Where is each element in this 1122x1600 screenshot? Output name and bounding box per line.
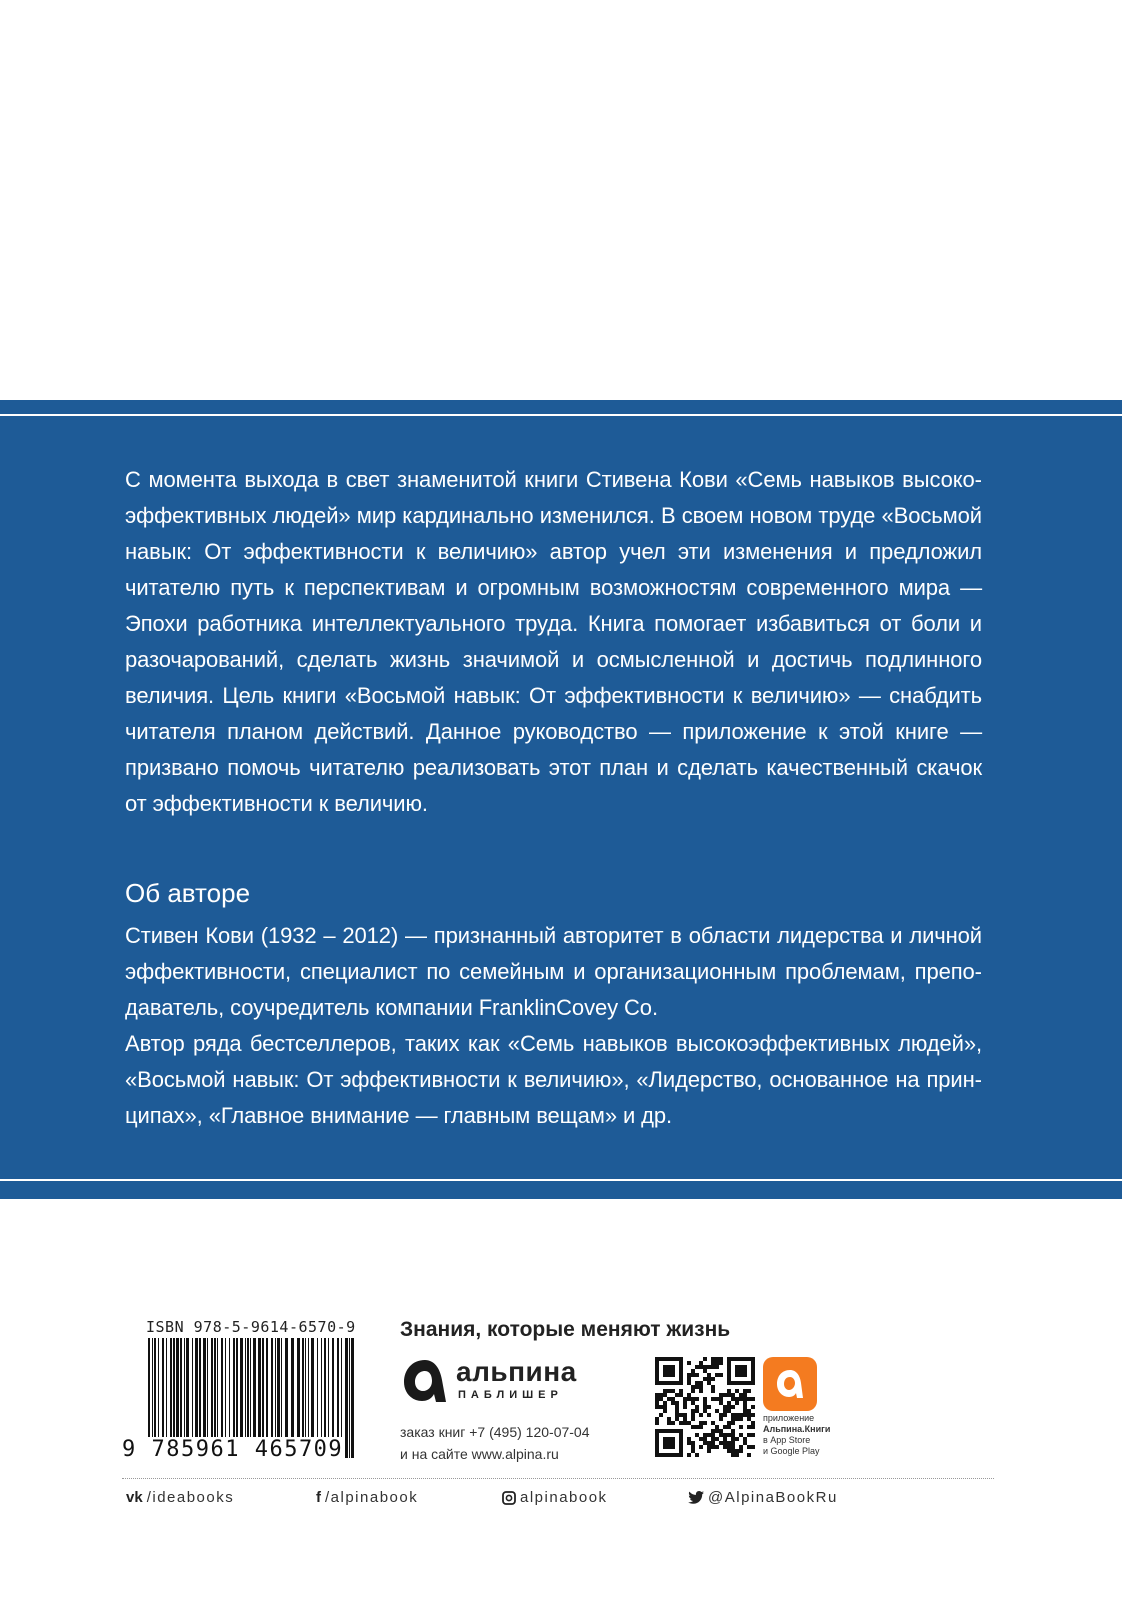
qr-module: [687, 1373, 691, 1377]
qr-module: [659, 1393, 663, 1397]
app-caption-line: приложение: [763, 1413, 815, 1423]
qr-module: [699, 1425, 703, 1429]
qr-module: [695, 1453, 699, 1457]
social-instagram[interactable]: [502, 1489, 608, 1506]
qr-module: [727, 1449, 731, 1453]
qr-module: [711, 1433, 715, 1437]
app-caption-line: и Google Play: [763, 1446, 820, 1456]
social-instagram-label: alpinabook: [520, 1489, 608, 1506]
qr-module: [715, 1361, 719, 1365]
qr-module: [723, 1437, 727, 1441]
qr-module: [691, 1449, 695, 1453]
qr-module: [731, 1445, 735, 1449]
qr-module: [723, 1433, 727, 1437]
qr-module: [715, 1437, 719, 1441]
social-facebook[interactable]: [316, 1489, 418, 1506]
qr-module: [655, 1417, 659, 1421]
qr-module: [743, 1437, 747, 1441]
qr-module: [747, 1445, 751, 1449]
qr-module: [735, 1437, 739, 1441]
qr-module: [703, 1369, 707, 1373]
qr-module: [739, 1417, 743, 1421]
qr-module: [683, 1397, 687, 1401]
qr-module: [695, 1425, 699, 1429]
qr-module: [711, 1421, 715, 1425]
qr-module: [687, 1453, 691, 1457]
qr-module: [731, 1405, 735, 1409]
qr-module: [667, 1389, 671, 1393]
qr-module: [719, 1413, 723, 1417]
qr-module: [723, 1413, 727, 1417]
qr-module: [723, 1409, 727, 1413]
qr-module: [735, 1449, 739, 1453]
qr-module: [715, 1373, 719, 1377]
qr-module: [747, 1413, 751, 1417]
qr-module: [671, 1421, 675, 1425]
qr-module: [719, 1357, 723, 1361]
qr-module: [747, 1389, 751, 1393]
qr-module: [707, 1413, 711, 1417]
qr-module: [671, 1401, 675, 1405]
qr-module: [731, 1449, 735, 1453]
qr-module: [671, 1389, 675, 1393]
qr-module: [707, 1377, 711, 1381]
qr-module: [719, 1393, 723, 1397]
publisher-subtitle: ПАБЛИШЕР: [458, 1389, 563, 1401]
qr-module: [655, 1393, 659, 1397]
qr-module: [699, 1385, 703, 1389]
qr-module: [731, 1441, 735, 1445]
qr-module: [743, 1389, 747, 1393]
qr-module: [707, 1441, 711, 1445]
qr-module: [711, 1377, 715, 1381]
app-caption: [763, 1413, 830, 1457]
qr-module: [731, 1429, 735, 1433]
qr-module: [751, 1433, 755, 1437]
qr-module: [743, 1401, 747, 1405]
qr-module: [727, 1441, 731, 1445]
qr-module: [695, 1381, 699, 1385]
qr-module: [719, 1441, 723, 1445]
qr-module: [751, 1425, 755, 1429]
qr-module: [663, 1389, 667, 1393]
qr-module: [715, 1409, 719, 1413]
qr-module: [719, 1433, 723, 1437]
qr-module: [707, 1433, 711, 1437]
qr-module: [695, 1373, 699, 1377]
qr-module: [703, 1421, 707, 1425]
social-twitter[interactable]: [688, 1489, 838, 1506]
qr-module: [699, 1381, 703, 1385]
qr-module: [715, 1445, 719, 1449]
qr-module: [699, 1437, 703, 1441]
qr-module: [699, 1389, 703, 1393]
qr-module: [727, 1445, 731, 1449]
qr-module: [667, 1397, 671, 1401]
barcode-bar: [349, 1338, 350, 1458]
qr-module: [731, 1437, 735, 1441]
qr-module: [727, 1389, 731, 1393]
qr-module: [655, 1397, 659, 1401]
description-band: [0, 400, 1122, 1199]
qr-module: [703, 1405, 707, 1409]
qr-module: [675, 1405, 679, 1409]
social-twitter-label: @AlpinaBookRu: [708, 1489, 838, 1506]
qr-module: [667, 1421, 671, 1425]
qr-module: [751, 1445, 755, 1449]
qr-module: [655, 1401, 659, 1405]
qr-module: [675, 1417, 679, 1421]
vk-icon: vk: [126, 1489, 143, 1506]
qr-code-icon: [655, 1357, 755, 1457]
qr-module: [687, 1421, 691, 1425]
qr-module: [691, 1413, 695, 1417]
qr-module: [703, 1437, 707, 1441]
qr-module: [711, 1365, 715, 1369]
qr-module: [679, 1393, 683, 1397]
author-bio-paragraph-1: Стивен Кови (1932 – 2012) — признанный авторитет в области лидерства и личной эффективности, специалист по семейным и организационным проблемам, преподаватель, соучредитель компании FranklinCovey Co.: [125, 923, 982, 1020]
qr-module: [735, 1413, 739, 1417]
app-caption-line: в App Store: [763, 1435, 811, 1445]
qr-module: [707, 1381, 711, 1385]
qr-module: [683, 1417, 687, 1421]
barcode-bar: [345, 1338, 348, 1458]
qr-module: [703, 1397, 707, 1401]
qr-module: [655, 1405, 659, 1409]
qr-module: [691, 1397, 695, 1401]
qr-module: [735, 1401, 739, 1405]
qr-module: [727, 1421, 731, 1425]
qr-module: [707, 1445, 711, 1449]
qr-module: [691, 1401, 695, 1405]
qr-module: [727, 1405, 731, 1409]
qr-module: [719, 1361, 723, 1365]
qr-module: [671, 1397, 675, 1401]
qr-module: [715, 1357, 719, 1361]
qr-module: [723, 1425, 727, 1429]
qr-module: [667, 1417, 671, 1421]
qr-module: [743, 1393, 747, 1397]
qr-module: [675, 1409, 679, 1413]
qr-module: [747, 1417, 751, 1421]
qr-module: [751, 1405, 755, 1409]
qr-module: [691, 1441, 695, 1445]
qr-module: [715, 1365, 719, 1369]
about-author-heading: Об авторе: [125, 878, 251, 908]
barcode-bar: [351, 1338, 354, 1458]
qr-module: [747, 1433, 751, 1437]
qr-module: [731, 1433, 735, 1437]
qr-module: [715, 1429, 719, 1433]
qr-module: [731, 1417, 735, 1421]
social-facebook-label: /alpinabook: [325, 1489, 419, 1506]
qr-module: [699, 1413, 703, 1417]
qr-module: [691, 1425, 695, 1429]
qr-module: [723, 1441, 727, 1445]
qr-module: [739, 1393, 743, 1397]
qr-module: [743, 1441, 747, 1445]
alpina-logo-icon: [400, 1356, 450, 1406]
footer-divider: [122, 1478, 994, 1479]
qr-module: [691, 1445, 695, 1449]
qr-module: [719, 1417, 723, 1421]
qr-module: [731, 1453, 735, 1457]
qr-module: [747, 1397, 751, 1401]
qr-module: [731, 1421, 735, 1425]
qr-module: [695, 1397, 699, 1401]
qr-module: [751, 1421, 755, 1425]
qr-module: [663, 1393, 667, 1397]
publisher-name: альпина: [456, 1356, 577, 1387]
qr-module: [715, 1425, 719, 1429]
qr-module: [691, 1373, 695, 1377]
band-bottom-rule: [0, 1179, 1122, 1181]
qr-module: [659, 1413, 663, 1417]
qr-module: [687, 1441, 691, 1445]
qr-module: [751, 1397, 755, 1401]
qr-module: [675, 1393, 679, 1397]
qr-module: [727, 1409, 731, 1413]
qr-module: [751, 1413, 755, 1417]
qr-module: [691, 1409, 695, 1413]
qr-module: [711, 1437, 715, 1441]
qr-module: [719, 1401, 723, 1405]
qr-module: [715, 1397, 719, 1401]
qr-module: [739, 1425, 743, 1429]
qr-module: [699, 1421, 703, 1425]
qr-module: [735, 1397, 739, 1401]
qr-module: [703, 1441, 707, 1445]
qr-module: [687, 1361, 691, 1365]
qr-module: [707, 1405, 711, 1409]
qr-module: [659, 1397, 663, 1401]
qr-module: [687, 1381, 691, 1385]
qr-module: [735, 1389, 739, 1393]
qr-module: [743, 1409, 747, 1413]
qr-module: [699, 1361, 703, 1365]
qr-module: [743, 1397, 747, 1401]
qr-module: [747, 1453, 751, 1457]
qr-module: [687, 1437, 691, 1441]
qr-module: [747, 1409, 751, 1413]
qr-module: [703, 1357, 707, 1361]
social-vk-label: /ideabooks: [146, 1489, 235, 1506]
qr-module: [727, 1401, 731, 1405]
qr-module: [699, 1365, 703, 1369]
author-bio-paragraph-2: Автор ряда бестселлеров, таких как «Семь навыков высокоэффективных людей», «Восьмой навык: От эффективности к величию», «Лидерство, основанное на принципах», «Главное внимание — главным вещам» и др.: [125, 1031, 982, 1128]
qr-module: [675, 1401, 679, 1405]
isbn-label: ISBN 978-5-9614-6570-9: [146, 1318, 356, 1336]
social-vk[interactable]: [126, 1489, 234, 1506]
facebook-icon: f: [316, 1489, 321, 1506]
qr-module: [731, 1397, 735, 1401]
qr-module: [683, 1413, 687, 1417]
qr-module: [703, 1409, 707, 1413]
qr-module: [663, 1409, 667, 1413]
publisher-slogan: Знания, которые меняют жизнь: [400, 1318, 731, 1341]
qr-module: [675, 1413, 679, 1417]
qr-finder: [735, 1365, 747, 1377]
order-phone: заказ книг +7 (495) 120-07-04: [400, 1424, 590, 1440]
qr-module: [679, 1389, 683, 1393]
qr-module: [695, 1385, 699, 1389]
alpina-books-app-icon: [763, 1357, 817, 1411]
qr-module: [679, 1413, 683, 1417]
qr-module: [711, 1445, 715, 1449]
qr-module: [703, 1401, 707, 1405]
qr-module: [679, 1421, 683, 1425]
qr-finder: [663, 1365, 675, 1377]
qr-module: [743, 1405, 747, 1409]
app-caption-name: Альпина.Книги: [763, 1424, 831, 1434]
qr-finder: [663, 1437, 675, 1449]
qr-module: [695, 1409, 699, 1413]
qr-module: [691, 1389, 695, 1393]
qr-module: [735, 1417, 739, 1421]
qr-module: [691, 1369, 695, 1373]
qr-module: [711, 1385, 715, 1389]
qr-module: [739, 1445, 743, 1449]
qr-module: [719, 1373, 723, 1377]
qr-module: [663, 1401, 667, 1405]
qr-module: [691, 1385, 695, 1389]
qr-module: [655, 1421, 659, 1425]
qr-module: [663, 1405, 667, 1409]
qr-module: [691, 1417, 695, 1421]
qr-module: [695, 1433, 699, 1437]
qr-module: [683, 1405, 687, 1409]
qr-module: [727, 1433, 731, 1437]
book-description: С момента выхода в свет знаменитой книги Стивена Кови «Семь навыков высокоэффективных людей» мир кардинально изменился. В своем новом труде «Восьмой навык: От эффективности к величию» автор учел эти изменения и предложил читателю путь к перспективам и огромным возможностям современного мира — Эпохи работника интеллектуального труда. Книга помогает избавиться от боли и разочарований, сделать жизнь значимой и осмысленной и достичь подлинного величия. Цель книги «Восьмой навык: От эффективности к величию» — снабдить читателя планом действий. Данное руководство — приложение к этой книге — призвано помочь читателю реализовать этот план и сделать качественный скачок от эффективности к величию.: [125, 467, 982, 816]
instagram-icon: [502, 1491, 516, 1505]
qr-module: [695, 1405, 699, 1409]
qr-module: [719, 1429, 723, 1433]
qr-module: [687, 1397, 691, 1401]
qr-module: [711, 1389, 715, 1393]
qr-module: [711, 1397, 715, 1401]
qr-module: [727, 1425, 731, 1429]
qr-module: [687, 1377, 691, 1381]
band-top-rule: [0, 414, 1122, 416]
qr-module: [735, 1453, 739, 1457]
qr-module: [683, 1401, 687, 1405]
qr-module: [687, 1393, 691, 1397]
qr-module: [739, 1433, 743, 1437]
qr-module: [711, 1357, 715, 1361]
qr-module: [719, 1397, 723, 1401]
order-info: [400, 1421, 590, 1465]
qr-module: [723, 1445, 727, 1449]
qr-module: [711, 1429, 715, 1433]
order-site: и на сайте www.alpina.ru: [400, 1446, 559, 1462]
qr-module: [739, 1449, 743, 1453]
qr-module: [739, 1397, 743, 1401]
qr-module: [699, 1445, 703, 1449]
qr-module: [711, 1361, 715, 1365]
qr-module: [743, 1413, 747, 1417]
qr-module: [703, 1377, 707, 1381]
qr-module: [707, 1373, 711, 1377]
qr-module: [731, 1393, 735, 1397]
barcode-digits: 9 785961 465709: [122, 1437, 344, 1462]
qr-module: [747, 1425, 751, 1429]
qr-module: [695, 1365, 699, 1369]
qr-module: [731, 1413, 735, 1417]
twitter-icon: [688, 1491, 704, 1504]
qr-module: [703, 1365, 707, 1369]
author-bio: [125, 918, 982, 1134]
qr-module: [703, 1433, 707, 1437]
qr-module: [711, 1441, 715, 1445]
qr-module: [683, 1421, 687, 1425]
qr-module: [707, 1365, 711, 1369]
qr-module: [723, 1405, 727, 1409]
qr-module: [723, 1393, 727, 1397]
qr-module: [727, 1393, 731, 1397]
qr-module: [739, 1413, 743, 1417]
qr-module: [707, 1449, 711, 1453]
qr-module: [659, 1405, 663, 1409]
